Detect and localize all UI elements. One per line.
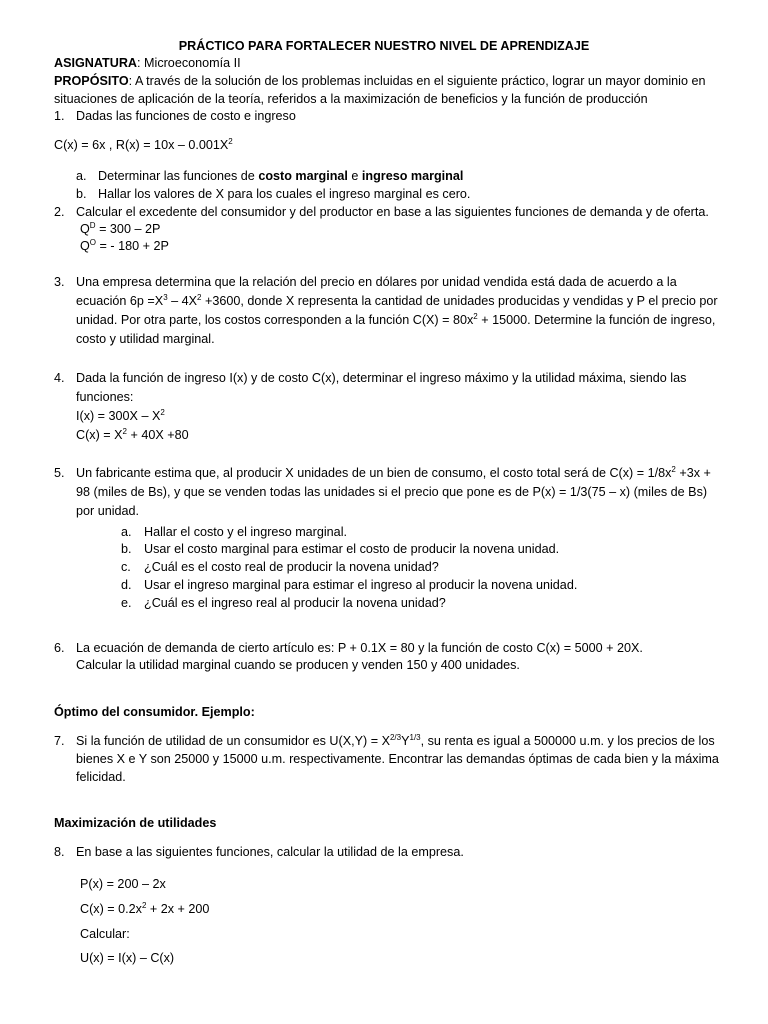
supply-function [80, 238, 169, 254]
income-function [76, 408, 165, 424]
problem-5-line-3: por unidad. [76, 504, 140, 518]
problem-1-number: 1. [54, 109, 65, 123]
utility-formula: U(x) = I(x) – C(x) [80, 951, 175, 965]
text-run: Q [80, 239, 90, 253]
bold-ingreso-marginal: ingreso marginal [361, 169, 464, 183]
problem-7-number: 7. [54, 734, 65, 748]
text-run: unidad. Por otra parte, los costos corresponden a la función C(X) = 80x [76, 313, 474, 327]
exponent: 2 [671, 465, 676, 474]
problem-4-number: 4. [54, 371, 65, 385]
text-run: Determinar las funciones de [98, 169, 259, 183]
problem-3-line-3 [76, 312, 715, 328]
superscript-d: D [89, 221, 96, 230]
problem-3-line-2 [76, 293, 718, 309]
text-run: Y [401, 734, 410, 748]
cost-function [76, 427, 189, 443]
problem-5c-text: ¿Cuál es el costo real de producir la novena unidad? [144, 560, 439, 574]
problem-5e-text: ¿Cuál es el ingreso real al producir la novena unidad? [144, 596, 446, 610]
problem-5-line-2: 98 (miles de Bs), y que se venden todas las unidades si el precio que pone es de P(x) = 1/3(75 – x) (miles de Bs) [76, 485, 708, 499]
problem-6-line-1: La ecuación de demanda de cierto artículo es: P + 0.1X = 80 y la función de costo C(x) = 5000 + 20X. [76, 641, 643, 655]
section-heading-maximizacion: Maximización de utilidades [54, 816, 217, 830]
problem-4-line-1: Dada la función de ingreso I(x) y de costo C(x), determinar el ingreso máximo y la utilidad máxima, siendo las [76, 371, 687, 385]
exponent: 2 [228, 137, 233, 146]
text-run: , su renta es igual a 500000 u.m. y los precios de los [420, 734, 715, 748]
proposito-line-1 [54, 73, 706, 89]
superscript-o: O [89, 238, 97, 247]
problem-1b-marker: b. [76, 187, 87, 201]
asignatura-line [54, 55, 241, 71]
text-run: C(x) = X [76, 428, 123, 442]
problem-7-line-1 [76, 733, 715, 749]
problem-5c-marker: c. [121, 560, 131, 574]
problem-8-text: En base a las siguientes funciones, calcular la utilidad de la empresa. [76, 845, 464, 859]
bold-costo-marginal: costo marginal [258, 169, 348, 183]
problem-5-number: 5. [54, 466, 65, 480]
text-run: Si la función de utilidad de un consumidor es U(X,Y) = X [76, 734, 390, 748]
problem-1a-marker: a. [76, 169, 87, 183]
text-run: Q [80, 222, 90, 236]
exponent: 1/3 [409, 733, 421, 742]
problem-1-text: Dadas las funciones de costo e ingreso [76, 109, 296, 123]
text-run: = - 180 + 2P [96, 239, 169, 253]
text-run: e [347, 169, 362, 183]
problem-6-number: 6. [54, 641, 65, 655]
problem-3-number: 3. [54, 275, 65, 289]
problem-8-number: 8. [54, 845, 65, 859]
proposito-line-2: situaciones de aplicación de la teoría, referidos a la maximización de beneficios y la función de producción [54, 92, 648, 106]
asignatura-value: : Microeconomía II [137, 56, 241, 70]
text-run: C(x) = 0.2x [80, 902, 142, 916]
text-run: ecuación 6p =X [76, 294, 164, 308]
problem-7-line-2: bienes X e Y son 25000 y 15000 u.m. respectivamente. Encontrar las demandas óptimas de cada bien y la máxima [76, 752, 719, 766]
exponent: 2 [473, 312, 478, 321]
proposito-label: PROPÓSITO [54, 74, 129, 88]
problem-3-line-4: costo y utilidad marginal. [76, 332, 215, 346]
text-run: +3x + [675, 466, 711, 480]
text-run: Un fabricante estima que, al producir X unidades de un bien de consumo, el costo total será de C(x) = 1/8x [76, 466, 672, 480]
problem-5b-text: Usar el costo marginal para estimar el costo de producir la novena unidad. [144, 542, 560, 556]
proposito-text-1: : A través de la solución de los problemas incluidas en el siguiente práctico, lograr un mayor dominio en [128, 74, 706, 88]
text-run: – 4X [167, 294, 198, 308]
text-run: I(x) = 300X – X [76, 409, 161, 423]
text-run: + 15000. Determine la función de ingreso, [477, 313, 716, 327]
text-run: +3600, donde X representa la cantidad de unidades producidas y vendidas y P el precio por [201, 294, 718, 308]
problem-1-formula [54, 137, 233, 153]
problem-7-line-3: felicidad. [76, 770, 126, 784]
exponent: 2 [141, 901, 147, 910]
problem-1b-text: Hallar los valores de X para los cuales el ingreso marginal es cero. [98, 187, 471, 201]
exponent: 2 [197, 293, 202, 302]
problem-5b-marker: b. [121, 542, 132, 556]
problem-5a-marker: a. [121, 525, 132, 539]
section-heading-optimo: Óptimo del consumidor. Ejemplo: [54, 705, 255, 719]
asignatura-label: ASIGNATURA [54, 56, 138, 70]
price-function: P(x) = 200 – 2x [80, 877, 166, 891]
problem-2-number: 2. [54, 205, 65, 219]
formula-cx-rx: C(x) = 6x , R(x) = 10x – 0.001X [54, 138, 229, 152]
text-run: = 300 – 2P [95, 222, 161, 236]
problem-5a-text: Hallar el costo y el ingreso marginal. [144, 525, 347, 539]
text-run: + 2x + 200 [146, 902, 210, 916]
problem-5d-text: Usar el ingreso marginal para estimar el ingreso al producir la novena unidad. [144, 578, 578, 592]
demand-function [80, 221, 160, 237]
exponent: 3 [163, 293, 168, 302]
problem-2-text: Calcular el excedente del consumidor y del productor en base a las siguientes funciones de demanda y de oferta. [76, 205, 709, 219]
problem-5-line-1 [76, 465, 711, 481]
problem-1a-text [98, 168, 463, 184]
calcular-label: Calcular: [80, 927, 130, 941]
exponent: 2 [160, 408, 165, 417]
exponent: 2/3 [389, 733, 402, 742]
text-run: + 40X +80 [127, 428, 189, 442]
document-title: PRÁCTICO PARA FORTALECER NUESTRO NIVEL DE APRENDIZAJE [178, 39, 590, 53]
problem-3-line-1: Una empresa determina que la relación del precio en dólares por unidad vendida está dada de acuerdo a la [76, 275, 677, 289]
problem-5e-marker: e. [121, 596, 132, 610]
problem-4-line-2: funciones: [76, 390, 134, 404]
problem-5d-marker: d. [121, 578, 132, 592]
exponent: 2 [122, 427, 127, 436]
cost-function-8 [80, 901, 209, 917]
problem-6-line-2: Calcular la utilidad marginal cuando se producen y venden 150 y 400 unidades. [76, 658, 520, 672]
